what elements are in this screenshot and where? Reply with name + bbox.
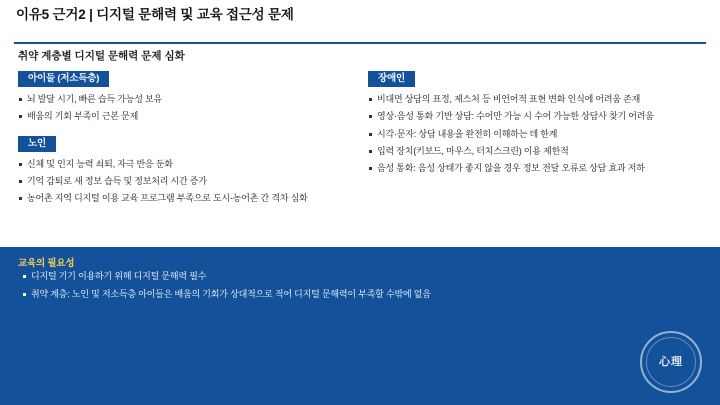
logo-ring xyxy=(646,337,696,387)
group-chip-elderly: 노인 xyxy=(18,136,56,152)
list-item: 디지털 기기 이용하기 위해 디지털 문해력 필수 xyxy=(22,270,582,283)
list-item: 신체 및 인지 능력 쇠퇴, 자극 반응 둔화 xyxy=(18,158,348,171)
list-item: 입력 장치(키보드, 마우스, 터치스크린) 이용 제한적 xyxy=(368,145,698,158)
list-item: 농어촌 지역 디지털 이용 교육 프로그램 부족으로 도시-농어촌 간 격차 심화 xyxy=(18,192,348,205)
right-column xyxy=(368,68,698,184)
group-children xyxy=(18,68,348,124)
bullet-list-elderly xyxy=(18,158,348,205)
group-elderly xyxy=(18,133,348,206)
list-item: 뇌 발달 시기, 빠른 습득 가능성 보유 xyxy=(18,93,348,106)
logo xyxy=(640,331,702,393)
page-title: 이유5 근거2 | 디지털 문해력 및 교육 접근성 문제 xyxy=(16,7,294,22)
group-disabled xyxy=(368,68,698,175)
list-item: 배움의 기회 부족이 근본 문제 xyxy=(18,110,348,123)
bullet-list-children xyxy=(18,93,348,123)
list-item: 비대면 상담의 표정, 제스처 등 비언어적 표현 변화 인식에 어려움 존재 xyxy=(368,93,698,106)
list-item: 취약 계층: 노인 및 저소득층 아이들은 배움의 기회가 상대적으로 적어 디지털 문해력이 부족할 수밖에 없음 xyxy=(22,288,582,301)
logo-text: 心理 xyxy=(659,355,683,368)
bullet-list-disabled xyxy=(368,93,698,174)
group-chip-children: 아이들 (저소득층) xyxy=(18,71,109,87)
title-divider xyxy=(14,42,706,44)
list-item: 기억 감퇴로 새 정보 습득 및 정보처리 시간 증가 xyxy=(18,175,348,188)
list-item: 영상·음성 통화 기반 상담: 수어만 가능 시 수어 가능한 상담사 찾기 어려움 xyxy=(368,110,698,123)
group-chip-disabled: 장애인 xyxy=(368,71,415,87)
conclusion-bullet-list xyxy=(22,270,582,306)
left-column xyxy=(18,68,348,214)
subtitle: 취약 계층별 디지털 문해력 문제 심화 xyxy=(18,50,185,62)
conclusion-title: 교육의 필요성 xyxy=(18,258,75,269)
list-item: 음성 통화: 음성 상태가 좋지 않을 경우 정보 전달 오류로 상담 효과 저하 xyxy=(368,162,698,175)
list-item: 시각·문자: 상담 내용을 완전히 이해하는 데 한계 xyxy=(368,128,698,141)
